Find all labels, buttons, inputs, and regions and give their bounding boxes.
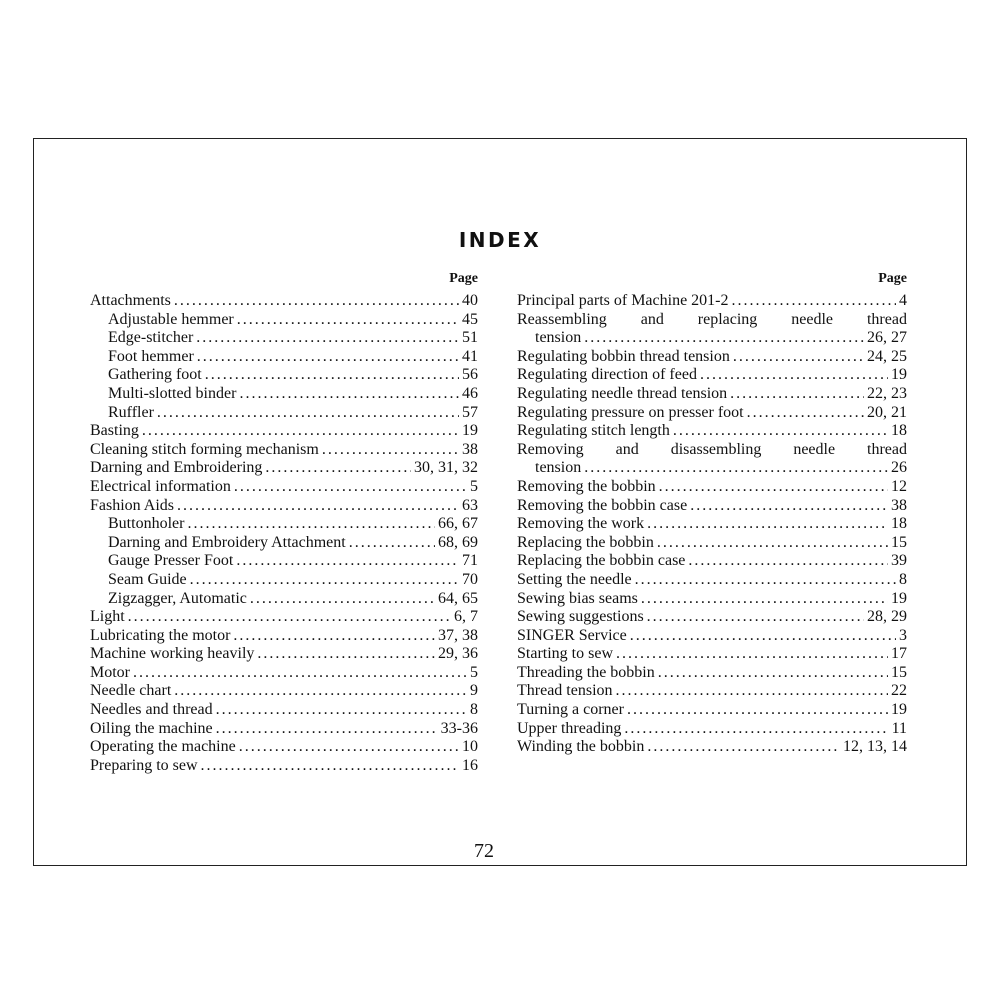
entry-page: 38	[891, 496, 907, 514]
entry-page: 41	[462, 347, 478, 365]
index-entry	[517, 608, 907, 627]
entry-page: 68, 69	[438, 533, 478, 551]
entry-page: 71	[462, 552, 478, 570]
entry-label: Operating the machine	[90, 738, 236, 756]
dot-leader	[322, 441, 459, 460]
entry-page: 6, 7	[454, 608, 478, 626]
entry-page: 15	[891, 533, 907, 551]
dot-leader	[216, 720, 438, 739]
index-entry	[517, 422, 907, 441]
entry-page: 22	[891, 682, 907, 700]
entry-page: 8	[899, 570, 907, 588]
entry-label: Zigzagger, Automatic	[108, 589, 247, 607]
entry-page: 22, 23	[867, 384, 907, 402]
dot-leader	[157, 404, 459, 423]
entry-label: Darning and Embroidery Attachment	[108, 533, 346, 551]
entry-page: 66, 67	[438, 515, 478, 533]
entry-page: 18	[891, 515, 907, 533]
dot-leader	[658, 664, 888, 683]
index-entry	[90, 422, 478, 441]
entry-label: Replacing the bobbin case	[517, 552, 686, 570]
index-entry	[90, 738, 478, 757]
index-entry	[517, 311, 907, 330]
dot-leader	[190, 571, 459, 590]
page-column-heading: Page	[449, 271, 478, 286]
index-entry	[90, 627, 478, 646]
dot-leader	[133, 664, 467, 683]
index-subentry	[90, 590, 478, 609]
entry-page: 38	[462, 440, 478, 458]
entry-page: 12, 13, 14	[843, 738, 907, 756]
entry-label: Turning a corner	[517, 701, 624, 719]
entry-label: Replacing the bobbin	[517, 533, 654, 551]
dot-leader	[239, 385, 459, 404]
dot-leader	[177, 497, 459, 516]
index-subentry	[90, 515, 478, 534]
entry-label: Basting	[90, 422, 139, 440]
entry-page: 17	[891, 645, 907, 663]
dot-leader	[584, 459, 888, 478]
index-entry	[90, 497, 478, 516]
entry-label: Upper threading	[517, 719, 622, 737]
index-entry	[90, 664, 478, 683]
entry-page: 40	[462, 292, 478, 309]
entry-label: Removing the bobbin case	[517, 496, 688, 514]
entry-label: Regulating bobbin thread tension	[517, 347, 730, 365]
index-entry	[517, 366, 907, 385]
page-number: 72	[474, 840, 494, 862]
entry-label: Regulating pressure on presser foot	[517, 403, 744, 421]
dot-leader	[205, 366, 459, 385]
dot-leader	[635, 571, 896, 590]
entry-label: Starting to sew	[517, 645, 613, 663]
entry-label: Threading the bobbin	[517, 663, 655, 681]
index-subentry	[90, 366, 478, 385]
entry-label: Adjustable hemmer	[108, 310, 234, 328]
index-entry	[517, 292, 907, 311]
index-entry	[90, 459, 478, 478]
index-entry	[517, 645, 907, 664]
entry-page: 29, 36	[438, 645, 478, 663]
entry-page: 19	[891, 701, 907, 719]
dot-leader	[688, 552, 888, 571]
index-list-left	[90, 292, 478, 775]
entry-label: SINGER Service	[517, 626, 627, 644]
entry-label: Needle chart	[90, 682, 172, 700]
entry-label: Thread tension	[517, 682, 613, 700]
entry-label: tension	[535, 329, 582, 347]
index-entry	[90, 478, 478, 497]
dot-leader	[216, 701, 467, 720]
entry-page: 19	[891, 366, 907, 384]
index-entry	[90, 292, 478, 311]
entry-label: Needles and thread	[90, 701, 213, 719]
entry-page: 5	[470, 477, 478, 495]
entry-page: 56	[462, 366, 478, 384]
dot-leader	[647, 738, 840, 757]
entry-label: Gathering foot	[108, 366, 202, 384]
dot-leader	[647, 608, 864, 627]
index-entry	[90, 757, 478, 776]
entry-label: Removing the bobbin	[517, 477, 656, 495]
dot-leader	[237, 311, 459, 330]
index-entry	[517, 478, 907, 497]
index-column-right	[517, 270, 907, 757]
index-subentry	[90, 534, 478, 553]
dot-leader	[201, 757, 459, 776]
entry-label: Cleaning stitch forming mechanism	[90, 440, 319, 458]
dot-leader	[265, 459, 411, 478]
index-subentry	[90, 404, 478, 423]
index-entry-continuation	[517, 459, 907, 478]
entry-page: 39	[891, 552, 907, 570]
index-entry	[517, 720, 907, 739]
entry-page: 46	[462, 384, 478, 402]
dot-leader	[196, 329, 459, 348]
dot-leader	[747, 404, 864, 423]
entry-page: 3	[899, 626, 907, 644]
dot-leader	[700, 366, 888, 385]
index-entry	[517, 571, 907, 590]
entry-page: 18	[891, 422, 907, 440]
entry-label: Regulating stitch length	[517, 422, 670, 440]
index-entry	[90, 682, 478, 701]
index-entry	[90, 441, 478, 460]
index-subentry	[90, 329, 478, 348]
index-entry-word: replacing	[697, 310, 758, 328]
index-entry	[517, 627, 907, 646]
entry-page: 57	[462, 403, 478, 421]
entry-page: 16	[462, 756, 478, 774]
entry-label: Oiling the machine	[90, 719, 213, 737]
dot-leader	[616, 682, 888, 701]
index-entry	[517, 701, 907, 720]
entry-page: 15	[891, 663, 907, 681]
dot-leader	[584, 329, 864, 348]
index-subentry	[90, 552, 478, 571]
index-entry	[517, 664, 907, 683]
entry-label: Edge-stitcher	[108, 329, 194, 347]
dot-leader	[659, 478, 888, 497]
index-entry-word: Reassembling	[517, 310, 607, 328]
entry-page: 19	[891, 589, 907, 607]
entry-label: Regulating needle thread tension	[517, 384, 728, 402]
entry-page: 12	[891, 477, 907, 495]
entry-label: Preparing to sew	[90, 756, 198, 774]
dot-leader	[233, 627, 435, 646]
dot-leader	[250, 590, 435, 609]
entry-page: 30, 31, 32	[414, 459, 478, 477]
entry-page: 37, 38	[438, 626, 478, 644]
dot-leader	[732, 292, 897, 311]
dot-leader	[197, 348, 459, 367]
index-entry-word: disassembling	[670, 440, 762, 458]
index-entry-word: needle	[793, 440, 836, 458]
dot-leader	[733, 348, 864, 367]
entry-page: 64, 65	[438, 589, 478, 607]
page-title: INDEX	[458, 228, 542, 252]
dot-leader	[624, 720, 888, 739]
entry-label: Setting the needle	[517, 570, 632, 588]
index-entry	[90, 701, 478, 720]
index-entry-word: and	[640, 310, 664, 328]
dot-leader	[690, 497, 888, 516]
entry-page: 5	[470, 663, 478, 681]
entry-label: Gauge Presser Foot	[108, 552, 234, 570]
entry-page: 28, 29	[867, 608, 907, 626]
dot-leader	[673, 422, 888, 441]
entry-page: 26, 27	[867, 329, 907, 347]
entry-label: Lubricating the motor	[90, 626, 231, 644]
index-subentry	[90, 571, 478, 590]
index-entry	[517, 441, 907, 460]
index-entry-word: thread	[866, 310, 907, 328]
entry-label: Buttonholer	[108, 515, 185, 533]
dot-leader	[239, 738, 459, 757]
index-entry-word: Removing	[517, 440, 584, 458]
index-entry	[517, 552, 907, 571]
page-column-heading: Page	[878, 271, 907, 286]
entry-label: Sewing suggestions	[517, 608, 644, 626]
entry-label: Darning and Embroidering	[90, 459, 263, 477]
entry-page: 63	[462, 496, 478, 514]
entry-page: 19	[462, 422, 478, 440]
entry-label: Removing the work	[517, 515, 645, 533]
index-entry	[90, 720, 478, 739]
index-entry	[517, 497, 907, 516]
entry-label: Electrical information	[90, 477, 231, 495]
index-entry-word: thread	[867, 440, 907, 458]
index-entry	[517, 348, 907, 367]
entry-label: tension	[535, 459, 582, 477]
dot-leader	[174, 682, 467, 701]
dot-leader	[657, 534, 888, 553]
entry-label: Foot hemmer	[108, 347, 194, 365]
entry-page: 51	[462, 329, 478, 347]
index-entry-word: needle	[791, 310, 834, 328]
dot-leader	[730, 385, 864, 404]
entry-page: 11	[891, 719, 907, 737]
entry-label: Machine working heavily	[90, 645, 255, 663]
index-entry	[90, 608, 478, 627]
dot-leader	[128, 608, 451, 627]
entry-label: Fashion Aids	[90, 496, 175, 514]
index-entry	[517, 534, 907, 553]
dot-leader	[616, 645, 888, 664]
index-column-left	[90, 270, 478, 775]
entry-page: 45	[462, 310, 478, 328]
index-entry-word: and	[615, 440, 639, 458]
dot-leader	[630, 627, 896, 646]
entry-label: Attachments	[90, 292, 171, 309]
index-entry-continuation	[517, 329, 907, 348]
dot-leader	[641, 590, 888, 609]
dot-leader	[236, 552, 459, 571]
dot-leader	[174, 292, 459, 311]
entry-label: Principal parts of Machine 201-2	[517, 292, 729, 309]
index-entry	[517, 682, 907, 701]
index-list-right	[517, 292, 907, 757]
entry-label: Seam Guide	[108, 570, 187, 588]
entry-label: Ruffler	[108, 403, 154, 421]
index-entry	[517, 590, 907, 609]
entry-label: Multi-slotted binder	[108, 384, 237, 402]
entry-page: 4	[899, 292, 907, 309]
index-entry	[517, 404, 907, 423]
index-subentry	[90, 311, 478, 330]
dot-leader	[257, 645, 435, 664]
dot-leader	[234, 478, 467, 497]
dot-leader	[142, 422, 459, 441]
entry-label: Motor	[90, 663, 130, 681]
entry-page: 9	[470, 682, 478, 700]
entry-page: 24, 25	[867, 347, 907, 365]
entry-page: 70	[462, 570, 478, 588]
entry-page: 26	[891, 459, 907, 477]
index-entry	[90, 645, 478, 664]
index-entry	[517, 515, 907, 534]
dot-leader	[627, 701, 888, 720]
dot-leader	[349, 534, 435, 553]
index-subentry	[90, 348, 478, 367]
dot-leader	[647, 515, 888, 534]
dot-leader	[187, 515, 435, 534]
entry-label: Sewing bias seams	[517, 589, 638, 607]
entry-page: 8	[470, 701, 478, 719]
index-entry	[517, 385, 907, 404]
entry-label: Light	[90, 608, 125, 626]
index-subentry	[90, 385, 478, 404]
entry-label: Regulating direction of feed	[517, 366, 697, 384]
index-entry	[517, 738, 907, 757]
entry-page: 10	[462, 738, 478, 756]
entry-label: Winding the bobbin	[517, 738, 645, 756]
entry-page: 33-36	[440, 719, 478, 737]
entry-page: 20, 21	[867, 403, 907, 421]
